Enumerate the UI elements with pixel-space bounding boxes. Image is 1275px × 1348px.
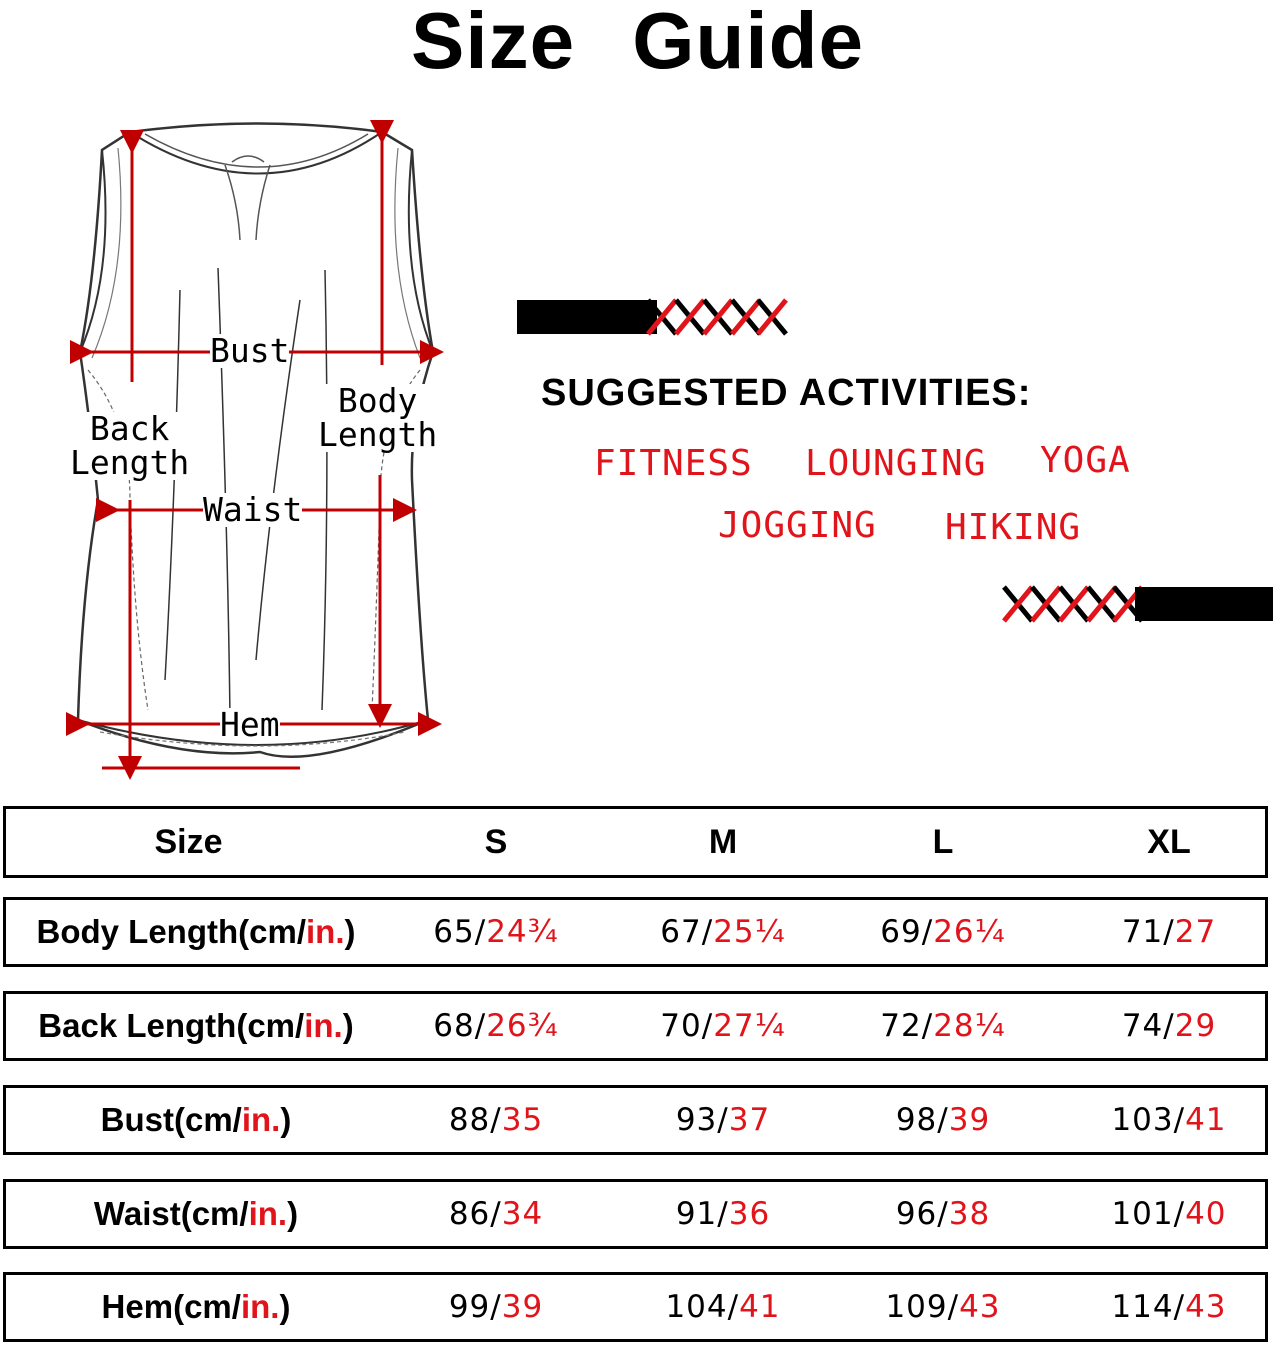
activity-yoga: YOGA <box>1040 440 1131 481</box>
decorative-bar-bottom <box>1135 587 1273 621</box>
activity-hiking: HIKING <box>945 507 1082 548</box>
waist-label: Waist <box>203 490 303 529</box>
table-row-back-length <box>3 991 1268 1061</box>
table-cell: 69/ 26¼ <box>880 914 1006 950</box>
header-size: Size <box>154 822 223 861</box>
table-cell: 67/ 25¼ <box>660 914 786 950</box>
table-cell: 93/ 37 <box>675 1102 771 1138</box>
row-label: Body Length(cm/ in. ) <box>36 913 356 950</box>
activity-lounging: LOUNGING <box>805 443 987 484</box>
activity-jogging: JOGGING <box>718 505 877 546</box>
table-cell: 74/ 29 <box>1121 1008 1217 1044</box>
tank-top-diagram <box>60 120 460 780</box>
table-cell: 109/ 43 <box>885 1289 1001 1325</box>
body-length-label: Body Length <box>318 381 438 454</box>
row-label: Bust(cm/ in. ) <box>100 1101 292 1138</box>
table-cell: 72/ 28¼ <box>880 1008 1006 1044</box>
table-cell: 70/ 27¼ <box>660 1008 786 1044</box>
table-row-hem <box>3 1272 1268 1342</box>
activities-heading: SUGGESTED ACTIVITIES: <box>541 372 1032 414</box>
row-label: Waist(cm/ in. ) <box>93 1195 299 1232</box>
header-m: M <box>708 822 738 861</box>
hem-label: Hem <box>220 705 280 744</box>
table-row-waist <box>3 1179 1268 1249</box>
cross-stitch-bottom-icon <box>1002 585 1144 623</box>
table-cell: 103/ 41 <box>1111 1102 1227 1138</box>
page-title: Size Guide <box>411 0 864 85</box>
table-cell: 65/ 24¾ <box>433 914 559 950</box>
table-cell: 71/ 27 <box>1121 914 1217 950</box>
header-xl: XL <box>1147 822 1191 861</box>
header-s: S <box>484 822 508 861</box>
table-cell: 98/ 39 <box>895 1102 991 1138</box>
table-cell: 104/ 41 <box>665 1289 781 1325</box>
table-cell: 88/ 35 <box>448 1102 544 1138</box>
bust-label: Bust <box>210 331 290 370</box>
table-cell: 114/ 43 <box>1111 1289 1227 1325</box>
header-l: L <box>932 822 954 861</box>
table-cell: 68/ 26¾ <box>433 1008 559 1044</box>
table-cell: 96/ 38 <box>895 1196 991 1232</box>
activity-fitness: FITNESS <box>594 443 753 484</box>
table-header-row <box>3 806 1268 878</box>
row-label: Hem(cm/ in. ) <box>101 1288 291 1325</box>
row-label: Back Length(cm/ in. ) <box>38 1007 354 1044</box>
table-cell: 101/ 40 <box>1111 1196 1227 1232</box>
table-cell: 99/ 39 <box>448 1289 544 1325</box>
cross-stitch-top-icon <box>646 298 788 336</box>
decorative-bar-top <box>517 300 657 334</box>
back-length-label: Back Length <box>70 409 190 482</box>
table-cell: 86/ 34 <box>448 1196 544 1232</box>
table-row-bust <box>3 1085 1268 1155</box>
table-row-body-length <box>3 897 1268 967</box>
table-cell: 91/ 36 <box>675 1196 771 1232</box>
